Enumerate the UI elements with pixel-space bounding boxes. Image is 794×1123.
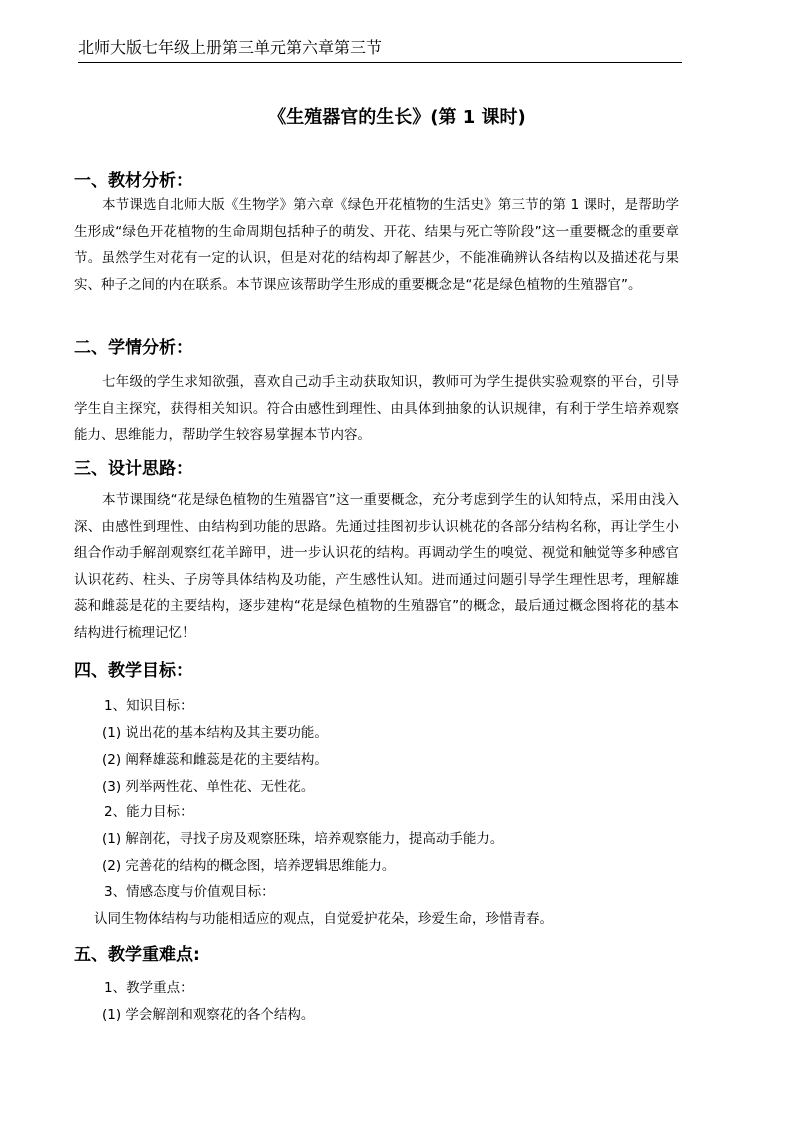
key-point-item: (1) 学会解剖和观察花的各个结构。 xyxy=(102,1007,315,1023)
section-heading-2: 二、学情分析： xyxy=(74,338,193,358)
section-heading-5: 五、教学重难点: xyxy=(74,945,200,965)
section-paragraph-1: 本节课选自北师大版《生物学》第六章《绿色开花植物的生活史》第三节的第 1 课时，是帮助学生形成“绿色开花植物的生命周期包括种子的萌发、开花、结果与死亡等阶段”这一重要概念的重要章节。虽然学生对花有一定的认识，但是对花的结构却了解甚少，不能准确辨认各结构以及描述花与果实、种子之间的内在联系。本节课应该帮助学生形成的重要概念是“花是绿色植物的生殖器官”。 xyxy=(74,197,679,293)
key-point-label: 1、教学重点： xyxy=(104,980,194,996)
section-heading-1: 一、教材分析： xyxy=(74,171,193,191)
header-text: 北师大版七年级上册第三单元第六章第三节 xyxy=(78,38,383,57)
ability-objective-item: (1) 解剖花，寻找子房及观察胚珠，培养观察能力，提高动手能力。 xyxy=(102,831,504,847)
section-paragraph-3: 本节课围绕“花是绿色植物的生殖器官”这一重要概念，充分考虑到学生的认知特点，采用由浅入深、由感性到理性、由结构到功能的思路。先通过挂图初步认识桃花的各部分结构名称，再让学生小组合作动手解剖观察红花羊蹄甲，进一步认识花的结构。再调动学生的嗅觉、视觉和触觉等多种感官认识花药、柱头、子房等具体结构及功能，产生感性认知。进而通过问题引导学生理性思考，理解雄蕊和雌蕊是花的主要结构，逐步建构“花是绿色植物的生殖器官”的概念，最后通过概念图将花的基本结构进行梳理记忆！ xyxy=(74,492,679,641)
document-title: 《生殖器官的生长》(第 1 课时) xyxy=(268,107,526,128)
ability-objective-label: 2、能力目标： xyxy=(104,804,194,820)
section-heading-4: 四、教学目标： xyxy=(74,661,193,681)
knowledge-objective-item: (3) 列举两性花、单性花、无性花。 xyxy=(102,779,315,795)
emotion-objective-text: 认同生物体结构与功能相适应的观点，自觉爱护花朵，珍爱生命，珍惜青春。 xyxy=(94,911,553,927)
knowledge-objective-label: 1、知识目标： xyxy=(104,698,194,714)
section-paragraph-2: 七年级的学生求知欲强，喜欢自己动手主动获取知识，教师可为学生提供实验观察的平台，引导学生自主探究，获得相关知识。符合由感性到理性、由具体到抽象的认识规律，有利于学生培养观察能力、思维能力，帮助学生较容易掌握本节内容。 xyxy=(74,374,679,443)
section-heading-3: 三、设计思路： xyxy=(74,459,193,479)
knowledge-objective-item: (2) 阐释雄蕊和雌蕊是花的主要结构。 xyxy=(102,752,328,768)
ability-objective-item: (2) 完善花的结构的概念图，培养逻辑思维能力。 xyxy=(102,858,396,874)
knowledge-objective-item: (1) 说出花的基本结构及其主要功能。 xyxy=(102,725,328,741)
emotion-objective-label: 3、情感态度与价值观目标： xyxy=(104,884,275,900)
running-header xyxy=(78,38,682,63)
